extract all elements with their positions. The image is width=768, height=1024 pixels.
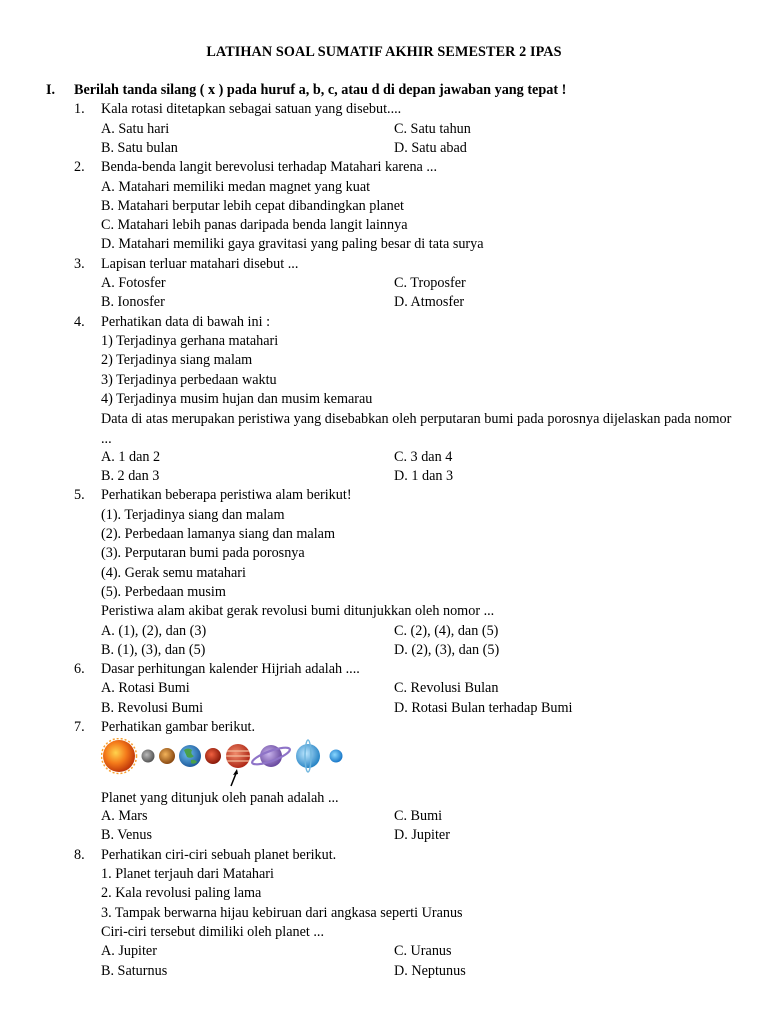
option-c[interactable]: C. Uranus <box>394 943 452 959</box>
earth-icon <box>179 745 201 767</box>
event-item: (2). Perbedaan lamanya siang dan malam <box>101 526 336 542</box>
question-number: 1. <box>74 101 85 117</box>
option-d[interactable]: D. (2), (3), dan (5) <box>394 642 500 658</box>
event-item: (3). Perputaran bumi pada porosnya <box>101 545 305 561</box>
option-d[interactable]: D. Neptunus <box>394 963 466 979</box>
data-item: 2) Terjadinya siang malam <box>101 352 253 368</box>
neptune-icon <box>330 750 343 763</box>
option-a[interactable]: A. Mars <box>101 808 148 824</box>
question-number: 8. <box>74 847 85 863</box>
question-number: 4. <box>74 314 85 330</box>
option-b[interactable]: B. (1), (3), dan (5) <box>101 642 206 658</box>
section-heading <box>46 82 566 99</box>
data-item: 1) Terjadinya gerhana matahari <box>101 333 279 349</box>
option-d[interactable]: D. Satu abad <box>394 140 467 156</box>
question-stem: Perhatikan data di bawah ini : <box>101 314 271 330</box>
option-a[interactable]: A. 1 dan 2 <box>101 449 161 465</box>
option-b[interactable]: B. Satu bulan <box>101 140 178 156</box>
option-c[interactable]: C. Revolusi Bulan <box>394 680 499 696</box>
question-number: 5. <box>74 487 85 503</box>
option-c[interactable]: C. Satu tahun <box>394 121 471 137</box>
page-title: LATIHAN SOAL SUMATIF AKHIR SEMESTER 2 IPAS <box>206 44 562 60</box>
question-number: 7. <box>74 719 85 735</box>
option-b[interactable]: B. Saturnus <box>101 963 168 979</box>
mercury-icon <box>142 750 155 763</box>
option-b[interactable]: B. Revolusi Bumi <box>101 700 204 716</box>
event-item: (5). Perbedaan musim <box>101 584 226 600</box>
trait-item: 3. Tampak berwarna hijau kebiruan dari angkasa seperti Uranus <box>101 905 463 921</box>
uranus-icon <box>296 740 320 772</box>
option-d[interactable]: D. Matahari memiliki gaya gravitasi yang paling besar di tata surya <box>101 236 484 252</box>
option-d[interactable]: D. Jupiter <box>394 827 450 843</box>
option-a[interactable]: A. Satu hari <box>101 121 170 137</box>
trait-item: 1. Planet terjauh dari Matahari <box>101 866 274 882</box>
mars-icon <box>205 748 221 764</box>
event-item: (1). Terjadinya siang dan malam <box>101 507 285 523</box>
question-stem: Perhatikan ciri-ciri sebuah planet berikut. <box>101 847 337 863</box>
question-number: 2. <box>74 159 85 175</box>
question-stem: Perhatikan gambar berikut. <box>101 719 256 735</box>
section-number: I. <box>46 82 56 98</box>
data-item: 3) Terjadinya perbedaan waktu <box>101 372 277 388</box>
trait-item: 2. Kala revolusi paling lama <box>101 885 262 901</box>
sun-icon <box>102 739 137 774</box>
question-followup: Planet yang ditunjuk oleh panah adalah ... <box>101 790 339 806</box>
question-stem: Dasar perhitungan kalender Hijriah adalah .... <box>101 661 360 677</box>
event-item: (4). Gerak semu matahari <box>101 565 246 581</box>
option-d[interactable]: D. Atmosfer <box>394 294 465 310</box>
data-item: 4) Terjadinya musim hujan dan musim kemarau <box>101 391 373 407</box>
option-c[interactable]: C. (2), (4), dan (5) <box>394 623 499 639</box>
jupiter-icon <box>226 744 250 768</box>
question-followup: Peristiwa alam akibat gerak revolusi bumi ditunjukkan oleh nomor ... <box>101 603 495 619</box>
question-number: 6. <box>74 661 85 677</box>
pointer-arrow-icon <box>231 769 238 786</box>
question-number: 3. <box>74 256 85 272</box>
option-a[interactable]: A. (1), (2), dan (3) <box>101 623 207 639</box>
option-c[interactable]: C. 3 dan 4 <box>394 449 453 465</box>
option-b[interactable]: B. 2 dan 3 <box>101 468 160 484</box>
question-stem: Lapisan terluar matahari disebut ... <box>101 256 299 272</box>
option-a[interactable]: A. Fotosfer <box>101 275 166 291</box>
option-c[interactable]: C. Troposfer <box>394 275 466 291</box>
question-stem: Perhatikan beberapa peristiwa alam berikut! <box>101 487 352 503</box>
option-b[interactable]: B. Venus <box>101 827 152 843</box>
option-d[interactable]: D. Rotasi Bulan terhadap Bumi <box>394 700 573 716</box>
section-instruction: Berilah tanda silang ( x ) pada huruf a, b, c, atau d di depan jawaban yang tepat ! <box>74 82 567 98</box>
question-followup: Ciri-ciri tersebut dimiliki oleh planet ... <box>101 924 325 940</box>
venus-icon <box>159 748 175 764</box>
saturn-icon <box>250 744 291 767</box>
question-stem: Benda-benda langit berevolusi terhadap Matahari karena ... <box>101 159 438 175</box>
option-c[interactable]: C. Bumi <box>394 808 443 824</box>
option-b[interactable]: B. Matahari berputar lebih cepat dibandingkan planet <box>101 198 404 214</box>
option-c[interactable]: C. Matahari lebih panas daripada benda langit lainnya <box>101 217 408 233</box>
question-stem: Kala rotasi ditetapkan sebagai satuan yang disebut.... <box>101 101 402 117</box>
question-followup: Data di atas merupakan peristiwa yang disebabkan oleh perputaran bumi pada porosnya dijelaskan pada nomor ... <box>101 411 732 447</box>
option-b[interactable]: B. Ionosfer <box>101 294 165 310</box>
solar-system-image <box>101 738 351 788</box>
option-a[interactable]: A. Rotasi Bumi <box>101 680 190 696</box>
option-a[interactable]: A. Matahari memiliki medan magnet yang kuat <box>101 179 371 195</box>
option-d[interactable]: D. 1 dan 3 <box>394 468 454 484</box>
option-a[interactable]: A. Jupiter <box>101 943 157 959</box>
